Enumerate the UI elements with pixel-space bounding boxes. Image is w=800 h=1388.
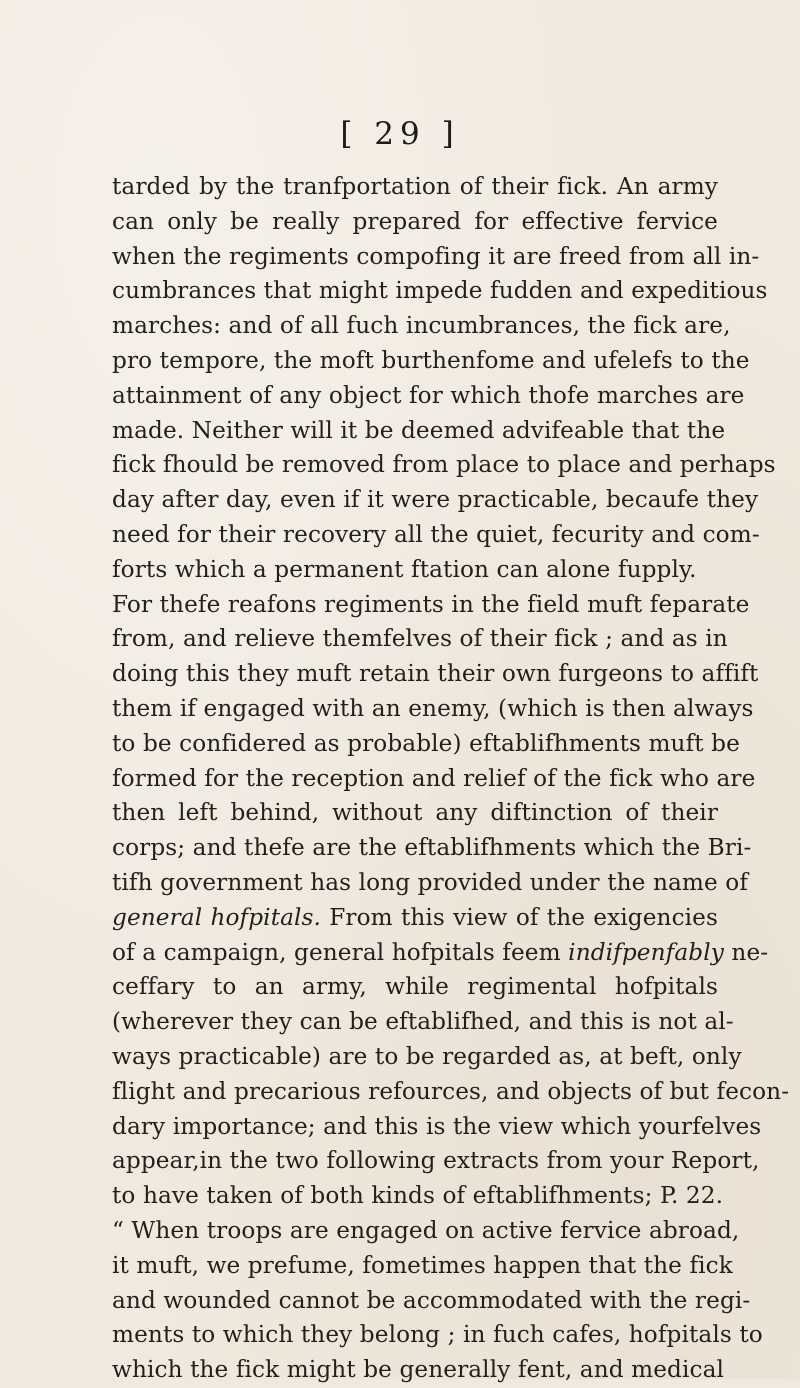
text-line-23-end: ne-	[723, 938, 769, 966]
text-line-16: them if engaged with an enemy, (which is then always	[112, 694, 754, 722]
text-line-12: forts which a permanent ftation can alone fupply.	[112, 555, 697, 583]
italic-indispensably: indifpenfably	[568, 938, 724, 966]
text-line-6: pro tempore, the moft burthenfome and ufelefs to the	[112, 346, 750, 374]
text-line-34: ments to which they belong ; in fuch cafes, hofpitals to	[112, 1321, 763, 1349]
text-line-17: to be confidered as probable) eftablifhments muft be	[112, 729, 740, 757]
page-number-header: [ 29 ]	[340, 116, 460, 152]
text-line-14: from, and relieve themfelves of their fick ; and as in	[112, 625, 728, 653]
text-line-21: tifh government has long provided under the name of	[112, 868, 749, 896]
text-line-35: which the fick might be generally fent, and medical	[112, 1356, 725, 1384]
text-line-33: and wounded cannot be accommodated with the regi-	[112, 1286, 751, 1314]
text-line-13: For thefe reafons regiments in the field muft feparate	[112, 590, 750, 618]
text-line-32: it muft, we prefume, fometimes happen that the fick	[112, 1251, 733, 1279]
text-line-23-start: of a campaign, general hofpitals feem	[112, 938, 569, 966]
text-line-31: “ When troops are engaged on active fervice abroad,	[112, 1216, 740, 1244]
text-line-7: attainment of any object for which thofe marches are	[112, 381, 745, 409]
text-line-10: day after day, even if it were practicable, becaufe they	[112, 486, 759, 514]
text-line-22-rest: From this view of the exigencies	[321, 903, 719, 931]
text-line-8: made. Neither will it be deemed advifeable that the	[112, 416, 726, 444]
text-line-29: appear,in the two following extracts from your Report,	[112, 1147, 760, 1175]
text-line-30: to have taken of both kinds of eftablifhments; P. 22.	[112, 1182, 724, 1210]
text-line-24: ceffary to an army, while regimental hofpitals	[112, 973, 718, 1001]
text-line-27: flight and precarious refources, and objects of but fecon-	[112, 1077, 790, 1105]
italic-general-hospitals: general hofpitals.	[112, 903, 322, 931]
text-line-22	[112, 901, 718, 936]
text-line-28: dary importance; and this is the view which yourfelves	[112, 1112, 762, 1140]
text-line-26: ways practicable) are to be regarded as, at beft, only	[112, 1042, 742, 1070]
text-line-23	[112, 936, 769, 971]
text-line-19: then left behind, without any diftinction of their	[112, 799, 718, 827]
text-line-25: (wherever they can be eftablifhed, and this is not al-	[112, 1008, 734, 1036]
text-line-11: need for their recovery all the quiet, fecurity and com-	[112, 520, 760, 548]
body-text	[112, 170, 790, 1388]
text-line-5: marches: and of all fuch incumbrances, the fick are,	[112, 312, 731, 340]
text-line-1: tarded by the tranfportation of their fick. An army	[112, 173, 718, 200]
text-line-2: can only be really prepared for effective fervice	[112, 207, 718, 235]
text-line-15: doing this they muft retain their own furgeons to affift	[112, 660, 759, 688]
text-line-20: corps; and thefe are the eftablifhments which the Bri-	[112, 834, 752, 862]
text-line-18: formed for the reception and relief of the fick who are	[112, 764, 756, 792]
text-line-9: fick fhould be removed from place to place and perhaps	[112, 451, 776, 479]
text-line-3: when the regiments compofing it are freed from all in-	[112, 242, 760, 270]
text-line-4: cumbrances that might impede fudden and expeditious	[112, 277, 768, 305]
